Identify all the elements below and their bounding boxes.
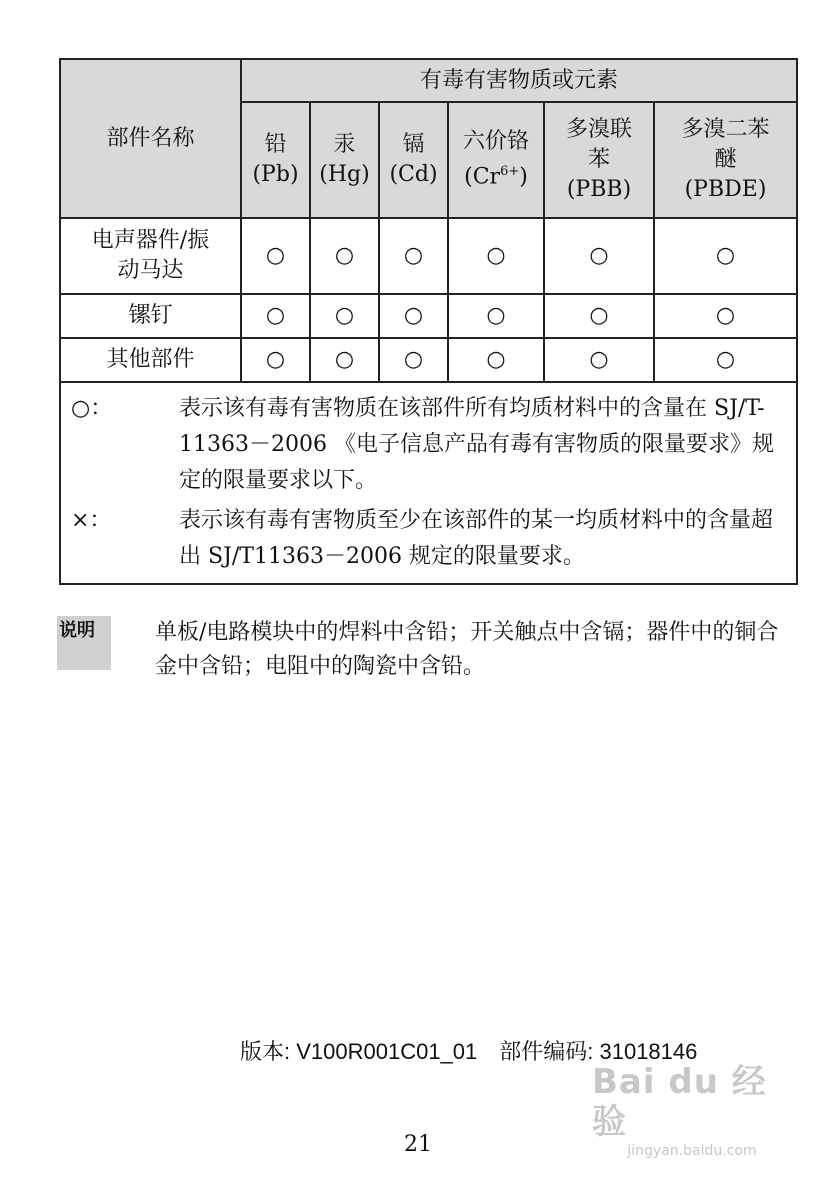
mark-cell: ○ xyxy=(448,294,544,338)
mark-cell: ○ xyxy=(241,294,310,338)
table-row xyxy=(60,294,797,338)
row-part-name: 电声器件/振 动马达 xyxy=(60,218,241,294)
mark-cell: ○ xyxy=(654,338,797,382)
col-header-hg: 汞 (Hg) xyxy=(310,102,379,218)
row-part-name: 镙钉 xyxy=(60,294,241,338)
mark-cell: ○ xyxy=(448,338,544,382)
mark-cell: ○ xyxy=(654,294,797,338)
hazardous-substances-table xyxy=(59,58,798,585)
mark-cell: ○ xyxy=(544,338,654,382)
col-header-pb: 铅 (Pb) xyxy=(241,102,310,218)
col-header-pbde: 多溴二苯 醚 (PBDE) xyxy=(654,102,797,218)
table-notes xyxy=(60,382,797,584)
table-row xyxy=(60,338,797,382)
mark-cell: ○ xyxy=(310,218,379,294)
mark-cell: ○ xyxy=(379,294,448,338)
table-row xyxy=(60,218,797,294)
substances-group-header: 有毒有害物质或元素 xyxy=(241,59,797,102)
part-name-header: 部件名称 xyxy=(60,59,241,218)
mark-cell: ○ xyxy=(310,338,379,382)
mark-cell: ○ xyxy=(241,218,310,294)
mark-cell: ○ xyxy=(379,338,448,382)
version-and-part-code: 版本: V100R001C01_01 部件编码: 31018146 xyxy=(240,1039,698,1064)
mark-cell: ○ xyxy=(654,218,797,294)
mark-cell: ○ xyxy=(310,294,379,338)
col-header-pbb: 多溴联 苯 (PBB) xyxy=(544,102,654,218)
row-part-name: 其他部件 xyxy=(60,338,241,382)
circle-mark-legend: ○： xyxy=(71,396,113,421)
explanation-note xyxy=(57,616,797,684)
cross-mark-legend: ×： xyxy=(71,508,112,533)
mark-cell: ○ xyxy=(448,218,544,294)
explanation-text: 单板/电路模块中的焊料中含铅；开关触点中含镉；器件中的铜合金中含铅；电阻中的陶瓷中含铅。 xyxy=(155,620,779,679)
mark-cell: ○ xyxy=(379,218,448,294)
mark-cell: ○ xyxy=(544,294,654,338)
col-header-cd: 镉 (Cd) xyxy=(379,102,448,218)
note-compliant: ○： 表示该有毒有害物质在该部件所有均质材料中的含量在 SJ/T-11363－2006 《电子信息产品有毒有害物质的限量要求》规定的限量要求以下。 xyxy=(71,391,786,499)
explanation-label: 说明 xyxy=(57,616,111,670)
page-number: 21 xyxy=(404,1132,432,1157)
note-exceeds: ×： 表示该有毒有害物质至少在该部件的某一均质材料中的含量超出 SJ/T11363－2006 规定的限量要求。 xyxy=(71,503,786,575)
mark-cell: ○ xyxy=(544,218,654,294)
mark-cell: ○ xyxy=(241,338,310,382)
baidu-jingyan-watermark: Bai du 经验 jingyan.baidu.com xyxy=(592,1062,767,1159)
col-header-cr6: 六价铬 $(Cr^{6+})$ xyxy=(448,102,544,218)
